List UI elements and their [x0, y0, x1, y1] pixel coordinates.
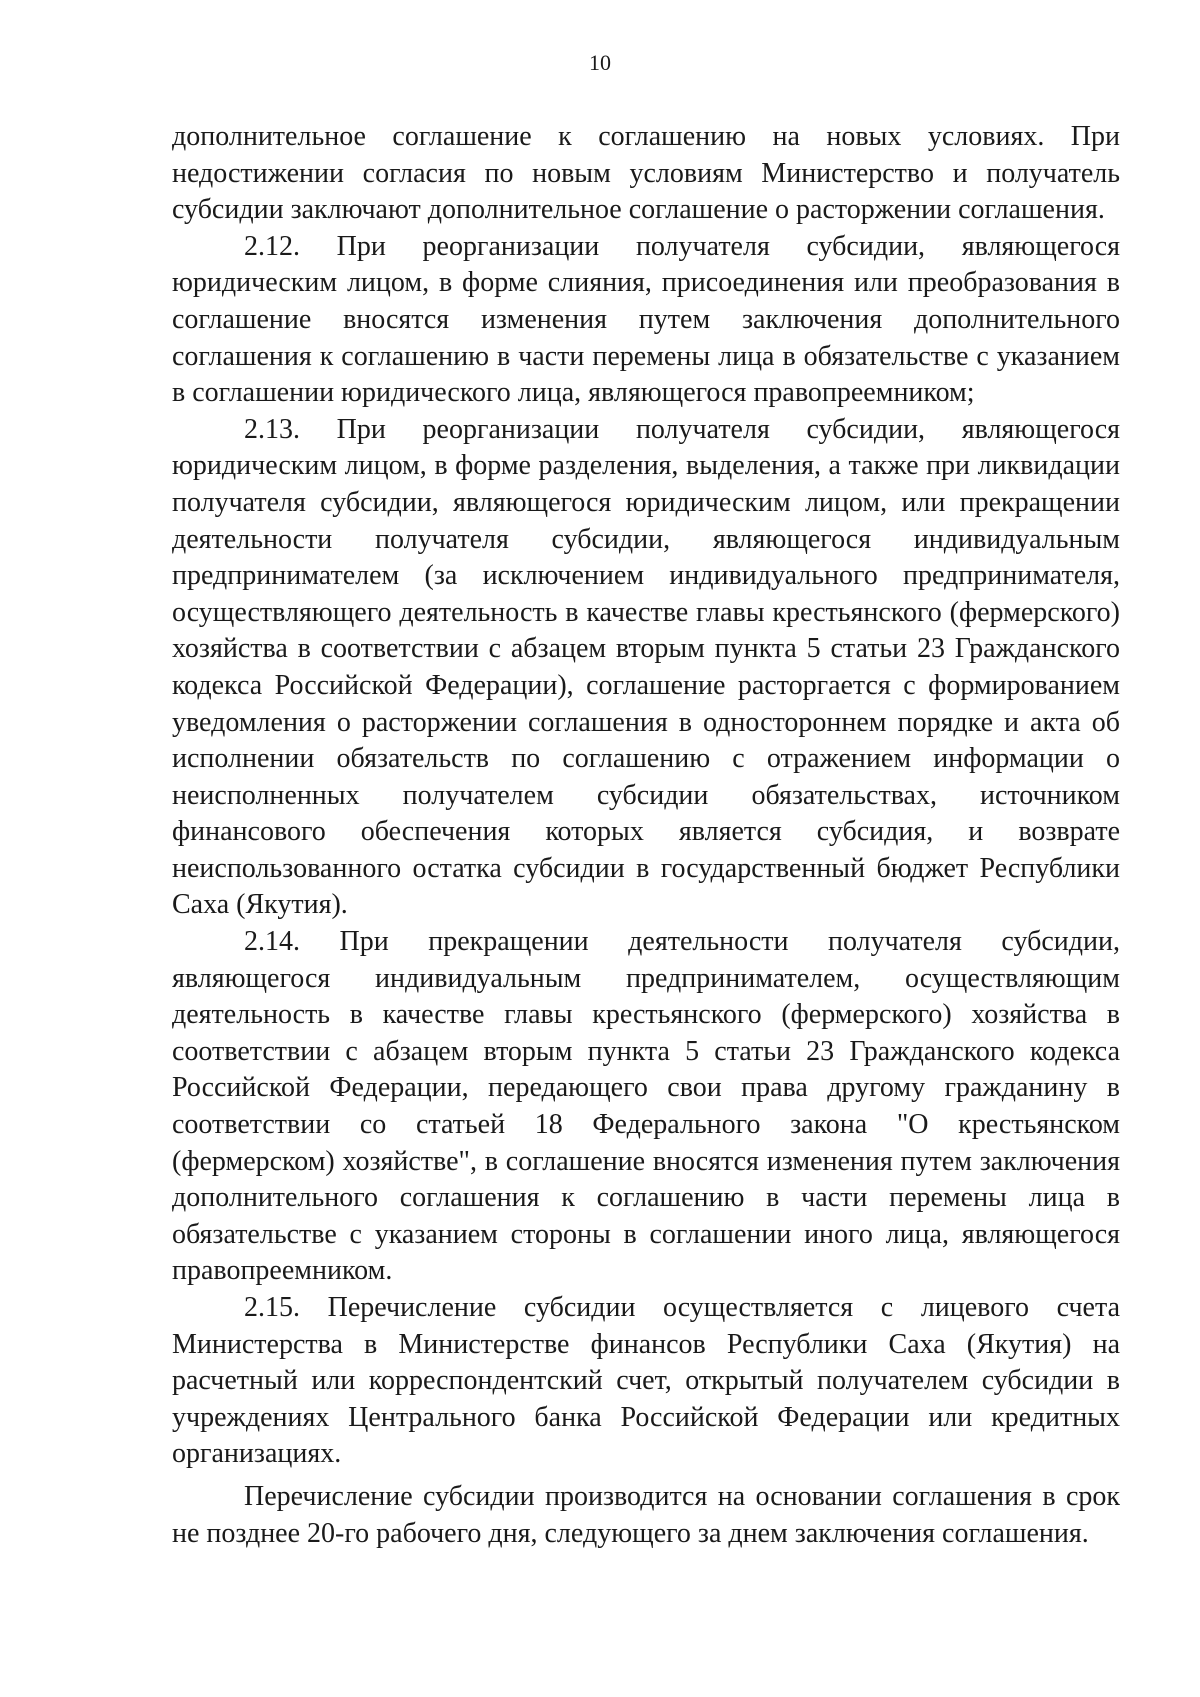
- paragraph-2-14: 2.14. При прекращении деятельности получателя субсидии, являющегося индивидуальным предпринимателем, осуществляющим деятельность в качестве главы крестьянского (фермерского) хозяйства в соответствии с абзацем вторым пункта 5 статьи 23 Гражданского кодекса Российской Федерации, передающего свои права другому гражданину в соответствии со статьей 18 Федерального закона "О крестьянском (фермерском) хозяйстве", в соглашение вносятся изменения путем заключения дополнительного соглашения к соглашению в части перемены лица в обязательстве с указанием стороны в соглашении иного лица, являющегося правопреемником.: [172, 926, 1120, 1287]
- page-number: 10: [589, 50, 611, 75]
- paragraph-2-15: 2.15. Перечисление субсидии осуществляется с лицевого счета Министерства в Министерстве финансов Республики Саха (Якутия) на расчетный или корреспондентский счет, открытый получателем субсидии в учреждениях Центрального банка Российской Федерации или кредитных организациях.: [172, 1292, 1120, 1470]
- paragraph-2-13: 2.13. При реорганизации получателя субсидии, являющегося юридическим лицом, в форме разделения, выделения, а также при ликвидации получателя субсидии, являющегося юридическим лицом, или прекращении деятельности получателя субсидии, являющегося индивидуальным предпринимателем (за исключением индивидуального предпринимателя, осуществляющего деятельность в качестве главы крестьянского (фермерского) хозяйства в соответствии с абзацем вторым пункта 5 статьи 23 Гражданского кодекса Российской Федерации), соглашение расторгается с формированием уведомления о расторжении соглашения в одностороннем порядке и акта об исполнении обязательств по соглашению с отражением информации о неисполненных получателем субсидии обязательствах, источником финансового обеспечения которых является субсидия, и возврате неиспользованного остатка субсидии в государственный бюджет Республики Саха (Якутия).: [172, 413, 1120, 921]
- document-body: [172, 119, 1120, 1552]
- paragraph-2-12: 2.12. При реорганизации получателя субсидии, являющегося юридическим лицом, в форме слияния, присоединения или преобразования в соглашение вносятся изменения путем заключения дополнительного соглашения к соглашению в части перемены лица в обязательстве с указанием в соглашении юридического лица, являющегося правопреемником;: [172, 230, 1120, 409]
- paragraph-2-15-transfer-deadline: Перечисление субсидии производится на основании соглашения в срок не позднее 20-го рабочего дня, следующего за днем заключения соглашения.: [172, 1480, 1120, 1549]
- paragraph-continuation: дополнительное соглашение к соглашению на новых условиях. При недостижении согласия по новым условиям Министерство и получатель субсидии заключают дополнительное соглашение о расторжении соглашения.: [172, 121, 1120, 226]
